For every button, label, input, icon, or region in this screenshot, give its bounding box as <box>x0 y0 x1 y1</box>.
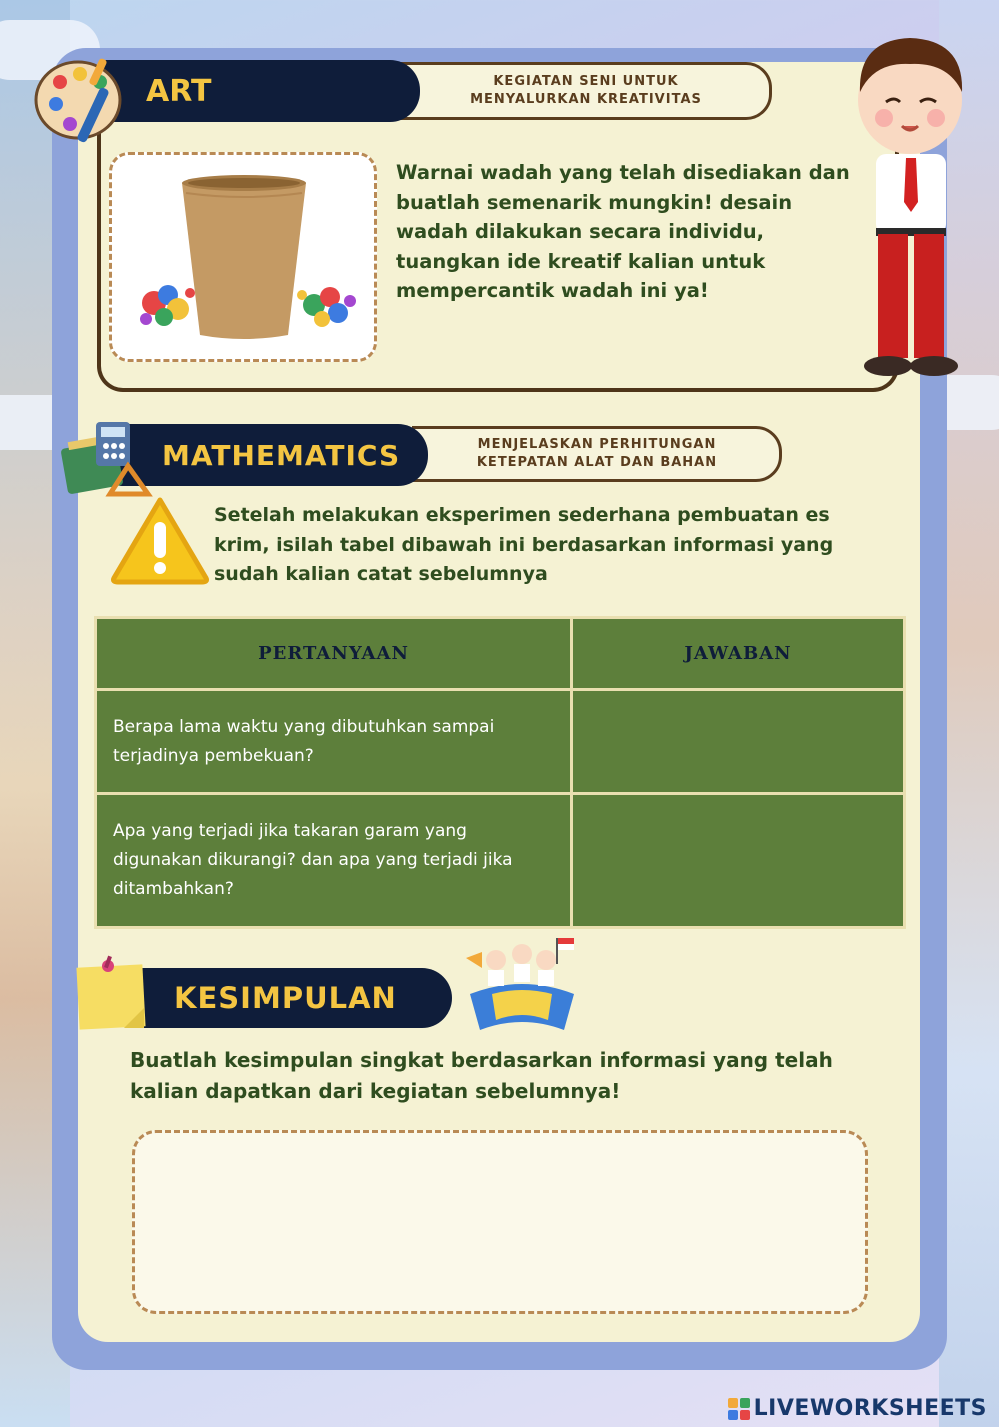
kids-reading-icon <box>462 934 582 1034</box>
art-subtitle <box>400 62 772 120</box>
math-title-pill <box>112 424 428 486</box>
question-cell: Apa yang terjadi jika takaran garam yang digunakan dikurangi? dan apa yang terjadi jika ditambahkan? <box>96 794 572 928</box>
math-tools-icon <box>56 414 156 500</box>
art-image-box <box>109 152 377 362</box>
header-jawaban: JAWABAN <box>572 618 905 690</box>
paint-splash-icon <box>292 273 362 333</box>
student-boy-illustration <box>848 22 974 382</box>
kesimpulan-title-pill <box>126 968 452 1028</box>
kesimpulan-instructions: Buatlah kesimpulan singkat berdasarkan informasi yang telah kalian dapatkan dari kegiatan sebelumnya! <box>130 1048 833 1103</box>
answer-cell[interactable] <box>572 794 905 928</box>
kesimpulan-title: KESIMPULAN <box>174 981 397 1015</box>
header-pertanyaan: PERTANYAAN <box>96 618 572 690</box>
art-subtitle-line2: MENYALURKAN KREATIVITAS <box>470 92 702 107</box>
math-subtitle-line1: MENJELASKAN PERHITUNGAN <box>477 437 717 452</box>
paint-splash-icon <box>134 273 204 333</box>
table-row <box>96 794 905 928</box>
kesimpulan-answer-box[interactable] <box>132 1130 868 1314</box>
question-answer-table <box>94 616 906 929</box>
table-header-row <box>96 618 905 690</box>
sticky-note-icon <box>74 952 150 1032</box>
palette-icon <box>30 50 130 150</box>
art-title: ART <box>146 73 212 109</box>
table-row <box>96 690 905 794</box>
answer-cell[interactable] <box>572 690 905 794</box>
art-instructions: Warnai wadah yang telah disediakan dan buatlah semenarik mungkin! desain wadah dilakukan secara individu, tuangkan ide kreatif kalian untuk mempercantik wadah ini ya! <box>396 161 850 302</box>
math-subtitle-line2: KETEPATAN ALAT DAN BAHAN <box>476 455 718 470</box>
art-subtitle-line1: KEGIATAN SENI UNTUK <box>493 74 679 89</box>
warning-icon <box>108 494 212 586</box>
footer-brand: LIVEWORKSHEETS <box>753 1396 987 1421</box>
liveworksheets-footer <box>728 1396 987 1421</box>
math-title: MATHEMATICS <box>162 438 401 472</box>
math-subtitle <box>412 426 782 482</box>
art-title-pill <box>96 60 420 122</box>
math-instructions: Setelah melakukan eksperimen sederhana pembuatan es krim, isilah tabel dibawah ini berdasarkan informasi yang sudah kalian catat sebelumnya <box>214 504 834 585</box>
liveworksheets-logo-icon <box>728 1398 750 1420</box>
question-cell: Berapa lama waktu yang dibutuhkan sampai terjadinya pembekuan? <box>96 690 572 794</box>
